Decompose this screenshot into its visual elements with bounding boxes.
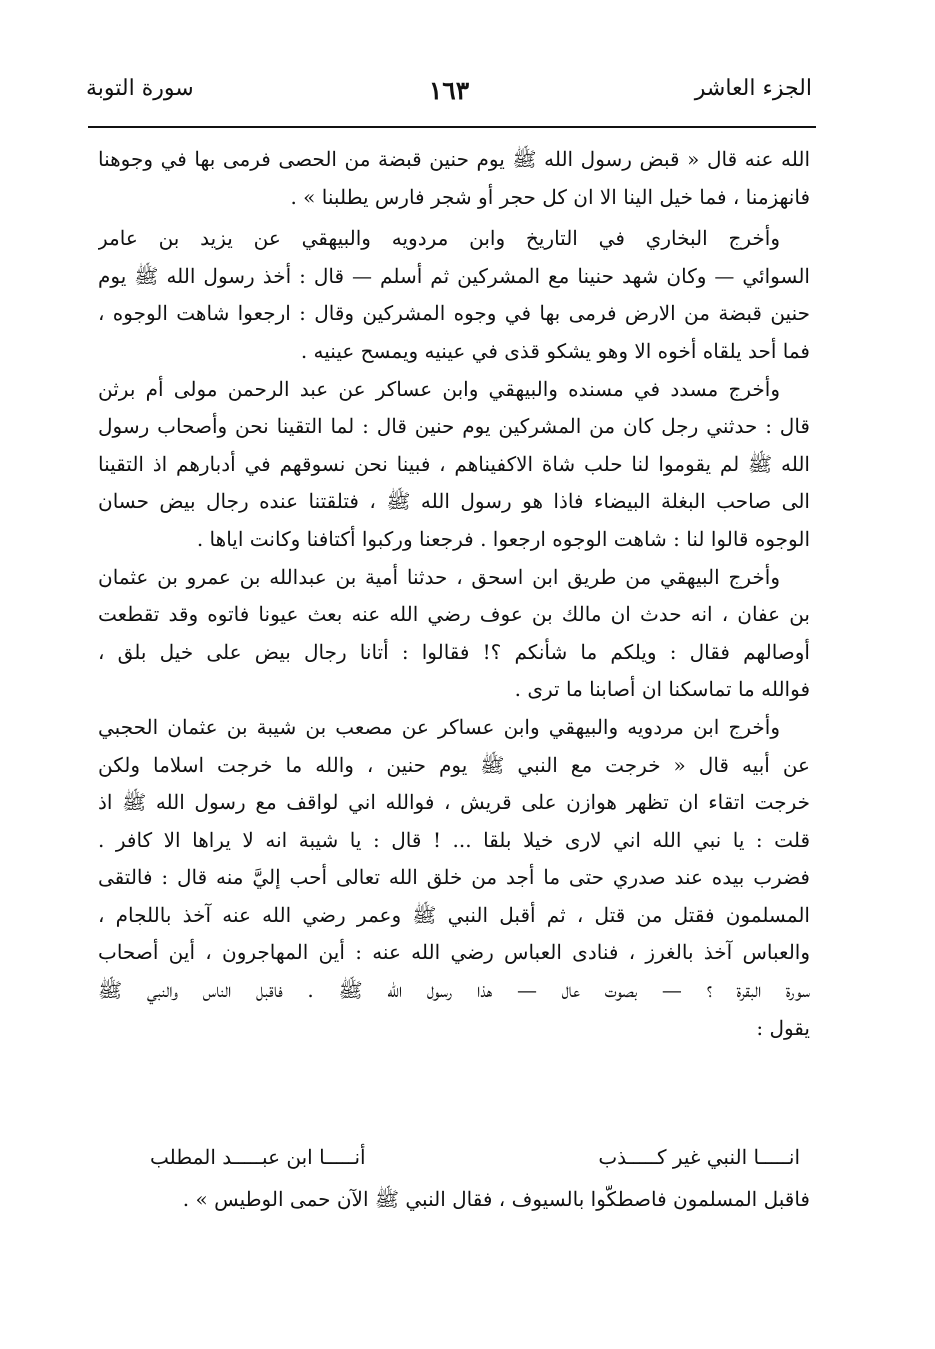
text-line: الله عنه قال « قبض رسول الله ﷺ يوم حنين قبضة من الحصى فرمى بها في وجوهنا (98, 147, 810, 171)
closing-line: فاقبل المسلمون فاصطكّوا بالسيوف ، فقال النبي ﷺ الآن حمى الوطيس » . (182, 1187, 810, 1211)
page-number: ١٦٣ (428, 76, 470, 105)
verse-first-hemistich: انـــــا النبي غير كـــــذب (598, 1145, 800, 1169)
text-line: فوالله ما تماسكنا ان أصابنا ما ترى . (514, 677, 810, 702)
text-line: خرجت اتقاء ان تظهر هوازن على قريش ، فوالله اني لواقف مع رسول الله ﷺ اذ (98, 790, 810, 815)
text-line: وأخرج البخاري في التاريخ وابن مردويه والبيهقي عن يزيد بن عامر (98, 226, 780, 251)
page-header (86, 76, 812, 116)
body-text (98, 141, 810, 1047)
text-line: قلت : يا نبي الله اني لارى خيلا بلقا ... ! قال : يا شيبة انه لا يراها الا كافر . (98, 827, 810, 852)
text-line: الوجوه قالوا لنا : شاهت الوجوه ارجعوا . فرجعنا وركبوا أكتافنا وكانت اياها . (196, 526, 810, 551)
part-title: الجزء العاشر (694, 76, 812, 101)
text-line: بن عفان ، انه حدث ان مالك بن عوف رضي الله عنه بعث عيونا فاتوه وقد تقطعت (98, 602, 810, 627)
text-line: الى صاحب البغلة البيضاء فاذا هو رسول الله ﷺ ، فتلقتنا عنده رجال بيض حسان (98, 489, 810, 514)
text-line: عن أبيه قال « خرجت مع النبي ﷺ يوم حنين ، والله ما خرجت اسلاما ولكن (98, 752, 810, 777)
text-line: فما أحد يلقاه أخوه الا وهو يشكو قذى في عينيه ويمسح عينيه . (300, 338, 810, 363)
text-line: والعباس آخذ بالغرز ، فنادى العباس رضي الله عنه : أين المهاجرون ، أين أصحاب (98, 940, 810, 965)
text-line: فضرب بيده عند صدري حتى ما أجد من خلق الله تعالى أحب إليَّ منه قال : فالتقى (98, 865, 810, 890)
header-divider (88, 126, 816, 128)
surah-title: سورة التوبة (86, 76, 194, 101)
text-line: وأخرج مسدد في مسنده والبيهقي وابن عساكر عن عبد الرحمن مولى أم برثن (98, 376, 780, 401)
verse-second-hemistich: أنـــــا ابن عبـــــد المطلب (150, 1145, 366, 1169)
text-line: السوائي — وكان شهد حنينا مع المشركين ثم أسلم — قال : أخذ رسول الله ﷺ يوم (98, 263, 810, 288)
text-line: يقول : (756, 1015, 810, 1040)
poetry-verse (150, 1137, 800, 1177)
text-line: سورة البقرة ؟ — بصوت عال — هذا رسول الله ﷺ . فاقبل الناس والنبي ﷺ (98, 978, 810, 1003)
text-line: وأخرج البيهقي من طريق ابن اسحق ، حدثنا أمية بن عبدالله بن عمرو بن عثمان (98, 564, 780, 589)
text-line: أوصالهم فقال : ويلكم ما شأنكم ؟! فقالوا : أتانا رجال بيض على خيل بلق ، (98, 639, 810, 664)
text-line: قال : حدثني رجل كان من المشركين يوم حنين قال : لما التقينا نحن وأصحاب رسول (98, 414, 810, 439)
text-line: الله ﷺ لم يقوموا لنا حلب شاة الاكفيناهم ، فبينا نحن نسوقهم في أدبارهم اذ التقينا (98, 451, 810, 476)
text-line: حنين قبضة من الارض فرمى بها في وجوه المشركين وقال : ارجعوا شاهت الوجوه ، (98, 301, 810, 326)
text-line: فانهزمنا ، فما خيل الينا الا ان كل حجر أو شجر فارس يطلبنا » . (290, 184, 810, 209)
text-line: وأخرج ابن مردويه والبيهقي وابن عساكر عن مصعب بن شيبة بن عثمان الحجبي (98, 714, 780, 739)
text-line: المسلمون فقتل من قتل ، ثم أقبل النبي ﷺ وعمر رضي الله عنه آخذ باللجام ، (98, 902, 810, 927)
